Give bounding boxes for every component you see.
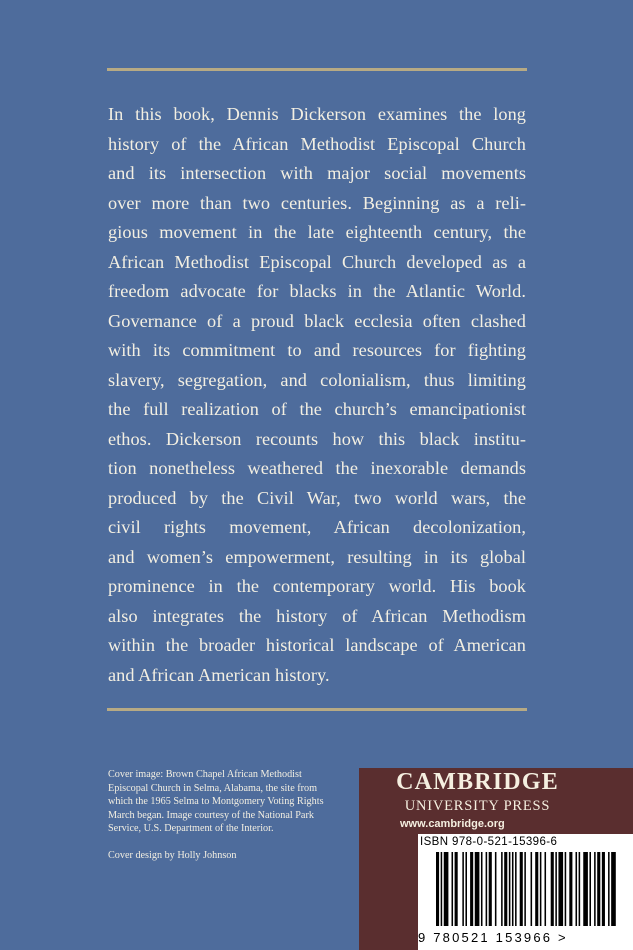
isbn-label: ISBN 978-0-521-15396-6: [420, 836, 558, 848]
blurb-line: In this book, Dennis Dickerson examines the long: [108, 104, 526, 124]
blurb-line: history of the African Methodist Episcopal Church: [108, 133, 526, 154]
publisher-logo-press: UNIVERSITY PRESS: [404, 798, 551, 814]
back-cover-blurb: [108, 100, 526, 690]
cover-design-credit: Cover design by Holly Johnson: [108, 849, 237, 861]
blurb-line: African Methodist Episcopal Church developed as a: [108, 251, 526, 272]
blurb-line: and African American history.: [108, 664, 330, 685]
top-divider-rule: [107, 68, 527, 71]
blurb-line: tion nonetheless weathered the inexorable demands: [108, 458, 526, 478]
blurb-line: and women’s empowerment, resulting in its global: [108, 546, 526, 567]
blurb-line: with its commitment to and resources for fighting: [108, 340, 526, 360]
blurb-line: over more than two centuries. Beginning as a reli-: [108, 192, 526, 213]
blurb-line: the full realization of the church’s emancipationist: [108, 399, 526, 419]
blurb-line: freedom advocate for blacks in the Atlantic World.: [108, 281, 526, 301]
cover-credits: [108, 768, 343, 863]
barcode-panel: [418, 834, 633, 950]
publisher-logo-name: CAMBRIDGE: [396, 769, 559, 795]
blurb-line: ethos. Dickerson recounts how this black institu-: [108, 428, 526, 449]
blurb-line: Governance of a proud black ecclesia often clashed: [108, 310, 526, 331]
blurb-line: within the broader historical landscape of American: [108, 635, 526, 655]
publisher-url: www.cambridge.org: [400, 818, 505, 830]
blurb-line: produced by the Civil War, two world wars, the: [108, 487, 526, 508]
blurb-line: also integrates the history of African Methodism: [108, 605, 526, 626]
isbn-barcode-graphic: [422, 852, 629, 932]
blurb-line: slavery, segregation, and colonialism, thus limiting: [108, 369, 526, 390]
blurb-line: and its intersection with major social movements: [108, 163, 526, 183]
blurb-line: civil rights movement, African decolonization,: [108, 517, 526, 537]
blurb-line: gious movement in the late eighteenth century, the: [108, 222, 526, 242]
bottom-divider-rule: [107, 708, 527, 711]
blurb-line: prominence in the contemporary world. His book: [108, 576, 526, 596]
barcode-digits: 9 780521 153966 >: [418, 930, 568, 945]
cover-image-credit: Cover image: Brown Chapel African Methodist Episcopal Church in Selma, Alabama, the site from which the 1965 Selma to Montgomery Voting Rights March began. Image courtesy of the National Park Service, U.S. Department of the Interior.: [108, 769, 324, 835]
